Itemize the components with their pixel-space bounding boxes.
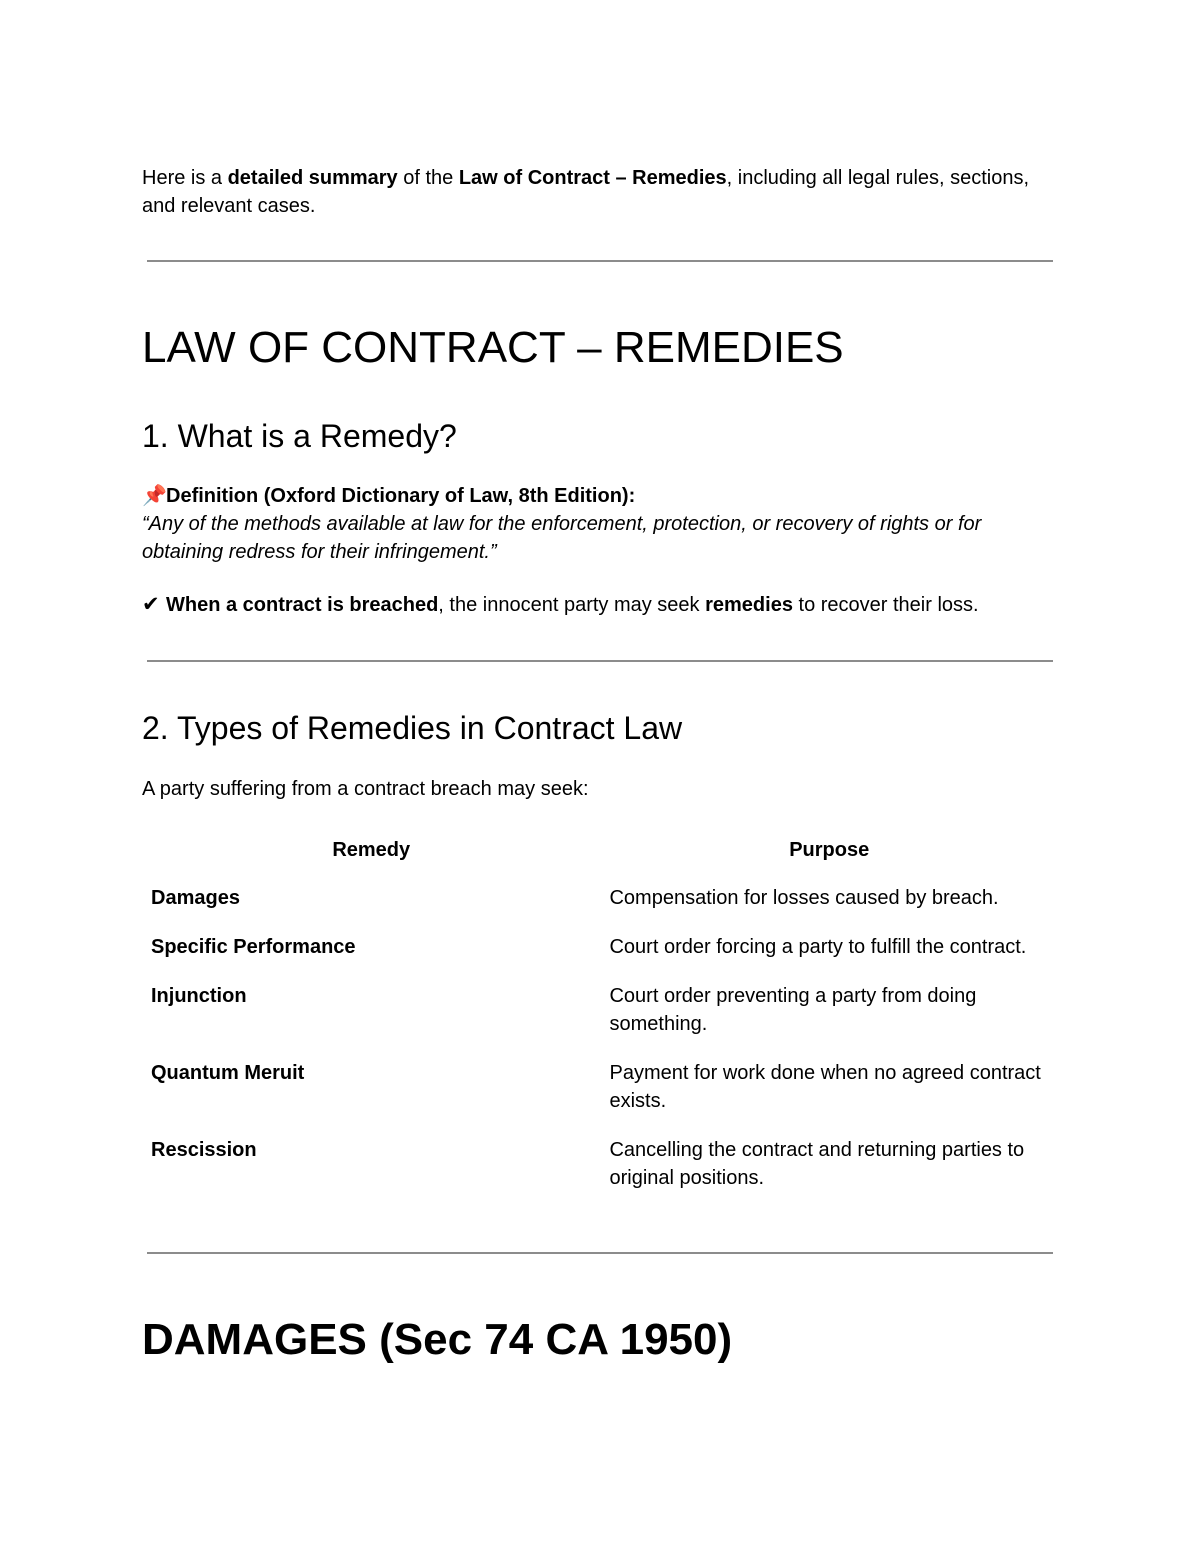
section-heading-what-is-remedy: 1. What is a Remedy? [142, 418, 457, 454]
section-heading-damages: DAMAGES (Sec 74 CA 1950) [142, 1315, 733, 1364]
table-row [142, 1049, 1058, 1126]
intro-text: , including all legal rules, sections, and relevant cases. [142, 167, 1030, 217]
remedy-cell: Rescission [151, 1139, 257, 1161]
definition-label: Definition (Oxford Dictionary of Law, 8th Edition): [166, 485, 636, 507]
horizontal-rule [147, 1252, 1053, 1254]
table-row [142, 874, 1058, 923]
definition-block [142, 482, 1058, 566]
horizontal-rule [147, 260, 1053, 262]
column-header-remedy: Remedy [332, 839, 411, 861]
remedies-table [142, 830, 1058, 1203]
breach-note-bold-remedies: remedies [705, 594, 793, 616]
breach-note-text: , the innocent party may seek [438, 594, 706, 616]
horizontal-rule [147, 660, 1053, 662]
checkmark-icon: ✔ [142, 593, 160, 616]
intro-text: Here is a [142, 167, 228, 189]
purpose-cell: Court order preventing a party from doing something. [609, 985, 977, 1035]
intro-text: of the [397, 167, 459, 189]
breach-note-bold: When a contract is breached [166, 594, 439, 616]
purpose-cell: Payment for work done when no agreed contract exists. [609, 1062, 1041, 1112]
breach-note-text: to recover their loss. [792, 594, 979, 616]
remedy-cell: Quantum Meruit [151, 1062, 305, 1084]
breach-note [142, 591, 1058, 619]
table-header-row [142, 830, 1058, 874]
table-row [142, 1126, 1058, 1203]
remedy-cell: Specific Performance [151, 936, 356, 958]
document-title: LAW OF CONTRACT – REMEDIES [142, 323, 844, 372]
column-header-purpose: Purpose [789, 839, 870, 861]
remedy-cell: Damages [151, 887, 240, 909]
purpose-cell: Court order forcing a party to fulfill the contract. [609, 936, 1027, 958]
purpose-cell: Compensation for losses caused by breach. [609, 887, 999, 909]
remedy-cell: Injunction [151, 985, 247, 1007]
intro-bold-detailed-summary: detailed summary [227, 167, 398, 189]
intro-bold-topic: Law of Contract – Remedies [458, 167, 727, 189]
section-heading-types-of-remedies: 2. Types of Remedies in Contract Law [142, 710, 683, 746]
definition-quote: “Any of the methods available at law for the enforcement, protection, or recovery of rights or for obtaining redress for their infringement.” [142, 513, 982, 563]
intro-paragraph [142, 164, 1058, 220]
table-row [142, 972, 1058, 1049]
purpose-cell: Cancelling the contract and returning parties to original positions. [609, 1139, 1025, 1189]
section-lead-text: A party suffering from a contract breach may seek: [142, 778, 589, 800]
pushpin-icon: 📌 [142, 485, 167, 507]
table-row [142, 923, 1058, 972]
